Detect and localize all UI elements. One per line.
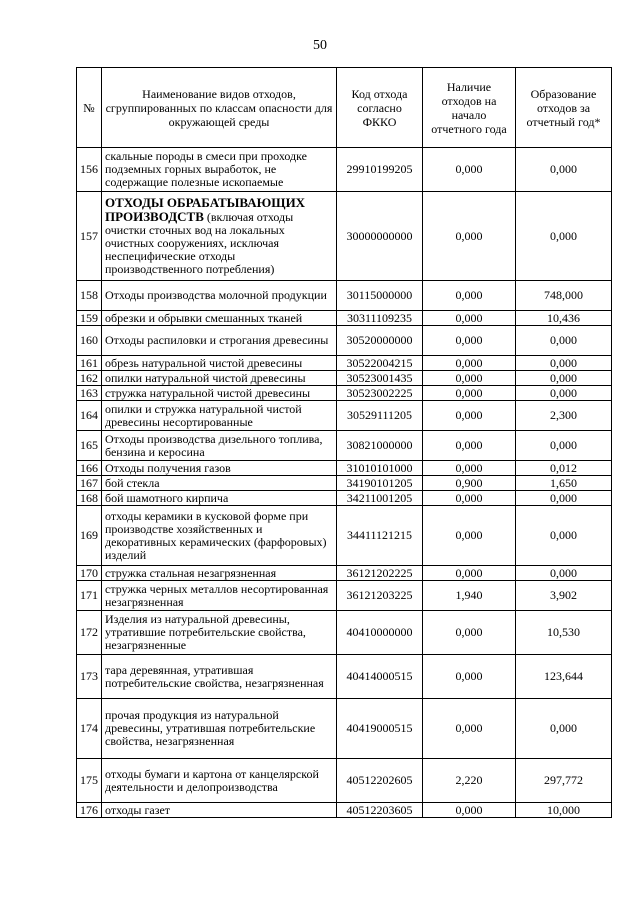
table-row <box>77 759 612 803</box>
row-name: бой шамотного кирпича <box>102 491 337 506</box>
row-start: 1,940 <box>423 581 516 611</box>
row-formed: 3,902 <box>516 581 612 611</box>
row-num: 173 <box>77 655 102 699</box>
row-formed: 10,000 <box>516 803 612 818</box>
row-code: 30000000000 <box>337 192 423 281</box>
header-start: Наличие отходов на начало отчетного года <box>423 68 516 148</box>
row-name: отходы газет <box>102 803 337 818</box>
row-formed: 748,000 <box>516 281 612 311</box>
row-formed: 0,000 <box>516 356 612 371</box>
row-num: 165 <box>77 431 102 461</box>
row-name: опилки и стружка натуральной чистой древесины несортированные <box>102 401 337 431</box>
row-num: 174 <box>77 699 102 759</box>
waste-table <box>76 67 612 818</box>
table-row <box>77 491 612 506</box>
table-row <box>77 506 612 566</box>
row-code: 36121202225 <box>337 566 423 581</box>
header-formed: Образование отходов за отчетный год* <box>516 68 612 148</box>
row-start: 0,000 <box>423 461 516 476</box>
row-name: стружка стальная незагрязненная <box>102 566 337 581</box>
row-formed: 2,300 <box>516 401 612 431</box>
row-formed: 0,012 <box>516 461 612 476</box>
table-row <box>77 311 612 326</box>
row-name: стружка натуральной чистой древесины <box>102 386 337 401</box>
row-start: 0,000 <box>423 491 516 506</box>
row-name: Отходы производства дизельного топлива, бензина и керосина <box>102 431 337 461</box>
row-start: 0,000 <box>423 386 516 401</box>
row-num: 170 <box>77 566 102 581</box>
row-formed: 0,000 <box>516 566 612 581</box>
row-code: 30520000000 <box>337 326 423 356</box>
row-num: 159 <box>77 311 102 326</box>
row-start: 2,220 <box>423 759 516 803</box>
table-row <box>77 566 612 581</box>
page-number: 50 <box>313 38 327 53</box>
row-start: 0,000 <box>423 611 516 655</box>
row-code: 36121203225 <box>337 581 423 611</box>
row-formed: 0,000 <box>516 371 612 386</box>
row-num: 171 <box>77 581 102 611</box>
row-num: 160 <box>77 326 102 356</box>
row-num: 176 <box>77 803 102 818</box>
row-name: прочая продукция из натуральной древесины, утратившая потребительские свойства, незагрязненная <box>102 699 337 759</box>
row-num: 172 <box>77 611 102 655</box>
header-name: Наименование видов отходов, сгруппированных по классам опасности для окружающей среды <box>102 68 337 148</box>
row-start: 0,000 <box>423 566 516 581</box>
row-start: 0,000 <box>423 401 516 431</box>
row-name: скальные породы в смеси при проходке подземных горных выработок, не содержащие полезные ископаемые <box>102 148 337 192</box>
row-formed: 123,644 <box>516 655 612 699</box>
table-row <box>77 386 612 401</box>
row-code: 30821000000 <box>337 431 423 461</box>
row-formed: 1,650 <box>516 476 612 491</box>
table-row <box>77 803 612 818</box>
row-num: 166 <box>77 461 102 476</box>
row-start: 0,000 <box>423 326 516 356</box>
table-header-row <box>77 68 612 148</box>
row-name-rest: (включая отходы очистки сточных вод на локальных очистных сооружениях, исключая неспецифические отходы производственного потребления) <box>105 210 294 276</box>
row-name: бой стекла <box>102 476 337 491</box>
row-code: 40512203605 <box>337 803 423 818</box>
table-row <box>77 611 612 655</box>
row-formed: 10,530 <box>516 611 612 655</box>
row-name: Отходы производства молочной продукции <box>102 281 337 311</box>
row-code: 40512202605 <box>337 759 423 803</box>
row-code: 30522004215 <box>337 356 423 371</box>
row-formed: 0,000 <box>516 326 612 356</box>
row-name: Отходы получения газов <box>102 461 337 476</box>
row-name-bold: ОТХОДЫ ОБРАБАТЫВАЮЩИХ ПРОИЗВОДСТВ <box>105 195 306 224</box>
table-row <box>77 581 612 611</box>
row-name: опилки натуральной чистой древесины <box>102 371 337 386</box>
row-start: 0,000 <box>423 699 516 759</box>
row-code: 34190101205 <box>337 476 423 491</box>
row-code: 40410000000 <box>337 611 423 655</box>
row-num: 158 <box>77 281 102 311</box>
row-num: 168 <box>77 491 102 506</box>
row-name <box>102 192 337 281</box>
row-name: стружка черных металлов несортированная незагрязненная <box>102 581 337 611</box>
row-start: 0,000 <box>423 803 516 818</box>
row-formed: 297,772 <box>516 759 612 803</box>
row-code: 30529111205 <box>337 401 423 431</box>
header-num: № <box>77 68 102 148</box>
row-num: 167 <box>77 476 102 491</box>
table-row <box>77 148 612 192</box>
row-formed: 0,000 <box>516 699 612 759</box>
row-start: 0,000 <box>423 431 516 461</box>
row-code: 29910199205 <box>337 148 423 192</box>
row-name: отходы керамики в кусковой форме при производстве хозяйственных и декоративных керамических (фарфоровых) изделий <box>102 506 337 566</box>
row-num: 175 <box>77 759 102 803</box>
row-start: 0,000 <box>423 311 516 326</box>
table-row <box>77 461 612 476</box>
table-row <box>77 699 612 759</box>
row-start: 0,000 <box>423 655 516 699</box>
row-name: обрезки и обрывки смешанных тканей <box>102 311 337 326</box>
row-start: 0,000 <box>423 148 516 192</box>
table-row <box>77 371 612 386</box>
row-code: 40414000515 <box>337 655 423 699</box>
row-num: 164 <box>77 401 102 431</box>
row-start: 0,000 <box>423 281 516 311</box>
row-code: 31010101000 <box>337 461 423 476</box>
row-num: 169 <box>77 506 102 566</box>
row-start: 0,000 <box>423 506 516 566</box>
row-code: 30311109235 <box>337 311 423 326</box>
table-row <box>77 476 612 491</box>
row-code: 34411121215 <box>337 506 423 566</box>
row-start: 0,900 <box>423 476 516 491</box>
row-formed: 0,000 <box>516 192 612 281</box>
row-name: отходы бумаги и картона от канцелярской деятельности и делопроизводства <box>102 759 337 803</box>
row-num: 157 <box>77 192 102 281</box>
table-row <box>77 401 612 431</box>
row-formed: 10,436 <box>516 311 612 326</box>
row-formed: 0,000 <box>516 506 612 566</box>
row-num: 163 <box>77 386 102 401</box>
row-code: 34211001205 <box>337 491 423 506</box>
row-name: обрезь натуральной чистой древесины <box>102 356 337 371</box>
table-row <box>77 281 612 311</box>
row-formed: 0,000 <box>516 386 612 401</box>
row-num: 161 <box>77 356 102 371</box>
table-row <box>77 655 612 699</box>
row-formed: 0,000 <box>516 491 612 506</box>
header-code: Код отхода согласно ФККО <box>337 68 423 148</box>
row-formed: 0,000 <box>516 148 612 192</box>
row-name: Изделия из натуральной древесины, утратившие потребительские свойства, незагрязненные <box>102 611 337 655</box>
row-num: 162 <box>77 371 102 386</box>
row-num: 156 <box>77 148 102 192</box>
row-code: 40419000515 <box>337 699 423 759</box>
row-name: тара деревянная, утратившая потребительские свойства, незагрязненная <box>102 655 337 699</box>
row-name: Отходы распиловки и строгания древесины <box>102 326 337 356</box>
row-start: 0,000 <box>423 371 516 386</box>
row-start: 0,000 <box>423 192 516 281</box>
table-row <box>77 356 612 371</box>
row-code: 30115000000 <box>337 281 423 311</box>
row-code: 30523001435 <box>337 371 423 386</box>
table-row <box>77 431 612 461</box>
table-row <box>77 326 612 356</box>
row-formed: 0,000 <box>516 431 612 461</box>
row-start: 0,000 <box>423 356 516 371</box>
table-row <box>77 192 612 281</box>
row-code: 30523002225 <box>337 386 423 401</box>
